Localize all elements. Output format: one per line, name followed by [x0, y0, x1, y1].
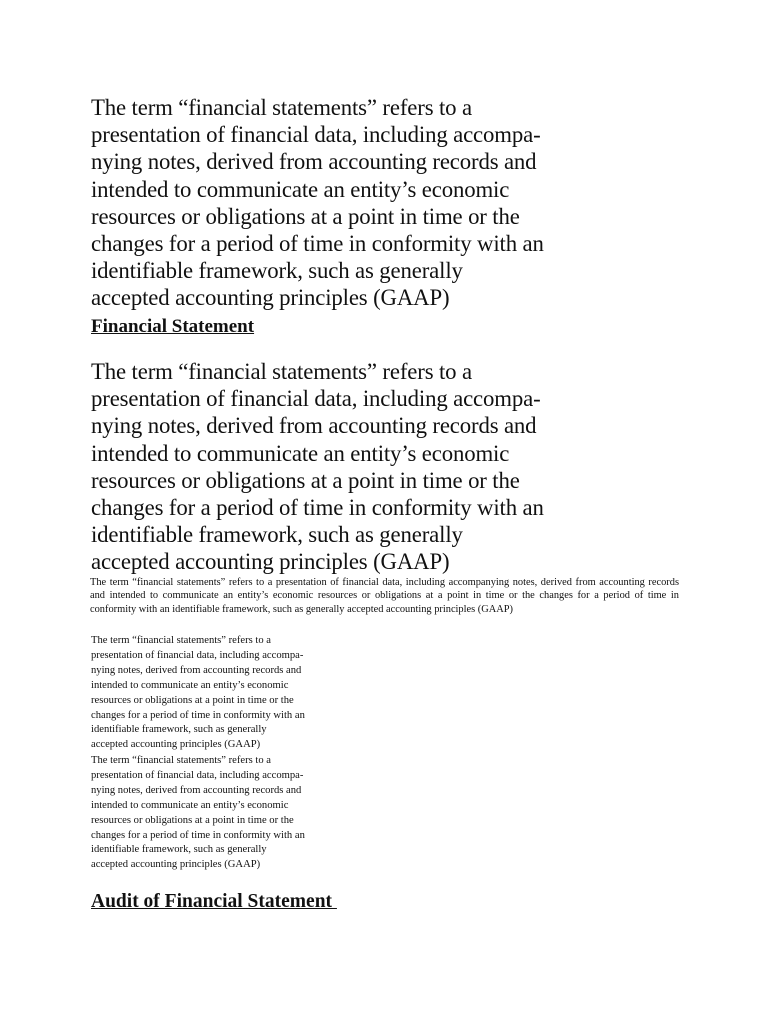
text-line: intended to communicate an entity’s economic	[91, 799, 289, 811]
definition-paragraph-small-2	[91, 754, 305, 873]
text-line: changes for a period of time in conformity with an	[91, 495, 544, 521]
text-line: The term “financial statements” refers to a	[91, 755, 272, 766]
text-line: resources or obligations at a point in time or the	[91, 203, 520, 229]
definition-paragraph-small-1	[91, 634, 305, 753]
text-line: nying notes, derived from accounting records and	[91, 784, 302, 796]
text-line: presentation of financial data, including accompa-	[91, 386, 541, 412]
text-line: identifiable framework, such as generally	[91, 522, 463, 548]
text-line: identifiable framework, such as generally	[91, 258, 463, 284]
text-line: The term “financial statements” refers to a	[91, 635, 272, 646]
text-line: nying notes, derived from accounting records and	[91, 149, 537, 175]
text-line: presentation of financial data, including accompa-	[91, 769, 304, 781]
text-line: intended to communicate an entity’s economic	[91, 176, 510, 202]
text-line: resources or obligations at a point in time or the	[91, 694, 294, 706]
definition-paragraph-large-1	[91, 94, 544, 312]
text-line: identifiable framework, such as generally	[91, 724, 267, 736]
definition-paragraph-justified: The term “financial statements” refers to a presentation of financial data, including accompanying notes, derived from accounting records and intended to communicate an entity’s economic resources or obligations at a point in time or the changes for a period of time in conformity with an identifiable framework, such as generally accepted accounting principles (GAAP)	[90, 577, 679, 615]
text-line: resources or obligations at a point in time or the	[91, 467, 520, 493]
text-line: identifiable framework, such as generally	[91, 844, 267, 856]
text-line: changes for a period of time in conformity with an	[91, 231, 544, 257]
definition-paragraph-large-2	[91, 358, 544, 576]
text-line: resources or obligations at a point in time or the	[91, 814, 294, 826]
text-line: changes for a period of time in conformity with an	[91, 829, 305, 841]
text-line: accepted accounting principles (GAAP)	[91, 739, 261, 751]
text-line: The term “financial statements” refers to a	[91, 95, 472, 120]
section-heading-financial-statement: Financial Statement	[91, 316, 255, 337]
text-line: accepted accounting principles (GAAP)	[91, 285, 450, 311]
text-line: nying notes, derived from accounting records and	[91, 664, 302, 676]
text-line: intended to communicate an entity’s economic	[91, 440, 510, 466]
text-line: accepted accounting principles (GAAP)	[91, 859, 261, 871]
text-line: nying notes, derived from accounting records and	[91, 413, 537, 439]
section-heading-audit-of-financial-statement: Audit of Financial Statement	[91, 891, 337, 912]
text-line: changes for a period of time in conformity with an	[91, 709, 305, 721]
text-line: intended to communicate an entity’s economic	[91, 679, 289, 691]
text-line: presentation of financial data, including accompa-	[91, 122, 541, 148]
text-line: The term “financial statements” refers to a	[91, 359, 472, 384]
text-line: presentation of financial data, including accompa-	[91, 649, 304, 661]
text-line: accepted accounting principles (GAAP)	[91, 549, 450, 575]
